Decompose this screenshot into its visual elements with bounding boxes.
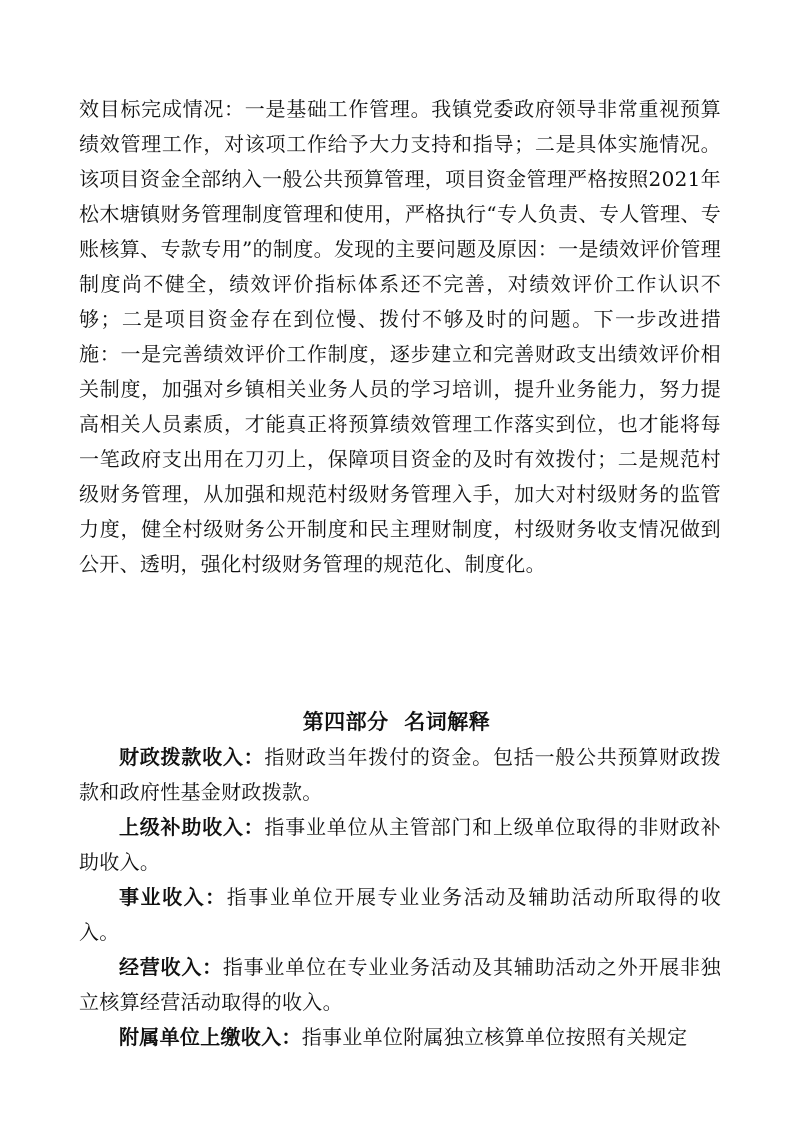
term-item [79, 740, 721, 810]
term-item [79, 950, 721, 1020]
section-title: 第四部分 名词解释 [302, 709, 491, 734]
term-label: 事业收入： [119, 885, 227, 909]
term-item [79, 810, 721, 880]
term-label: 附属单位上缴收入： [119, 1025, 302, 1049]
terms-list [79, 740, 721, 1055]
term-definition: 指财政当年拨付的资金。包括一般公共预算财政拨款和政府性基金财政拨款。 [79, 745, 721, 804]
term-label: 上级补助收入： [119, 815, 265, 839]
term-definition: 指事业单位开展专业业务活动及辅助活动所取得的收入。 [79, 885, 722, 944]
term-label: 财政拨款收入： [119, 745, 265, 769]
term-label: 经营收入： [119, 955, 223, 979]
term-item [79, 1020, 721, 1055]
performance-paragraph: 效目标完成情况：一是基础工作管理。我镇党委政府领导非常重视预算绩效管理工作，对该项工作给予大力支持和指导；二是具体实施情况。该项目资金全部纳入一般公共预算管理，项目资金管理严格按照2021年松木塘镇财务管理制度管理和使用，严格执行“专人负责、专人管理、专账核算、专款专用”的制度。发现的主要问题及原因：一是绩效评价管理制度尚不健全，绩效评价指标体系还不完善，对绩效评价工作认识不够；二是项目资金存在到位慢、拨付不够及时的问题。下一步改进措施：一是完善绩效评价工作制度，逐步建立和完善财政支出绩效评价相关制度，加强对乡镇相关业务人员的学习培训，提升业务能力，努力提高相关人员素质，才能真正将预算绩效管理工作落实到位，也才能将每一笔政府支出用在刀刃上，保障项目资金的及时有效拨付；二是规范村级财务管理，从加强和规范村级财务管理入手，加大对村级财务的监管力度，健全村级财务公开制度和民主理财制度，村级财务收支情况做到公开、透明，强化村级财务管理的规范化、制度化。 [79, 97, 721, 576]
term-definition: 指事业单位在专业业务活动及其辅助活动之外开展非独立核算经营活动取得的收入。 [79, 955, 721, 1014]
term-definition: 指事业单位从主管部门和上级单位取得的非财政补助收入。 [79, 815, 721, 874]
term-definition: 指事业单位附属独立核算单位按照有关规定 [301, 1025, 688, 1049]
term-item [79, 880, 721, 950]
